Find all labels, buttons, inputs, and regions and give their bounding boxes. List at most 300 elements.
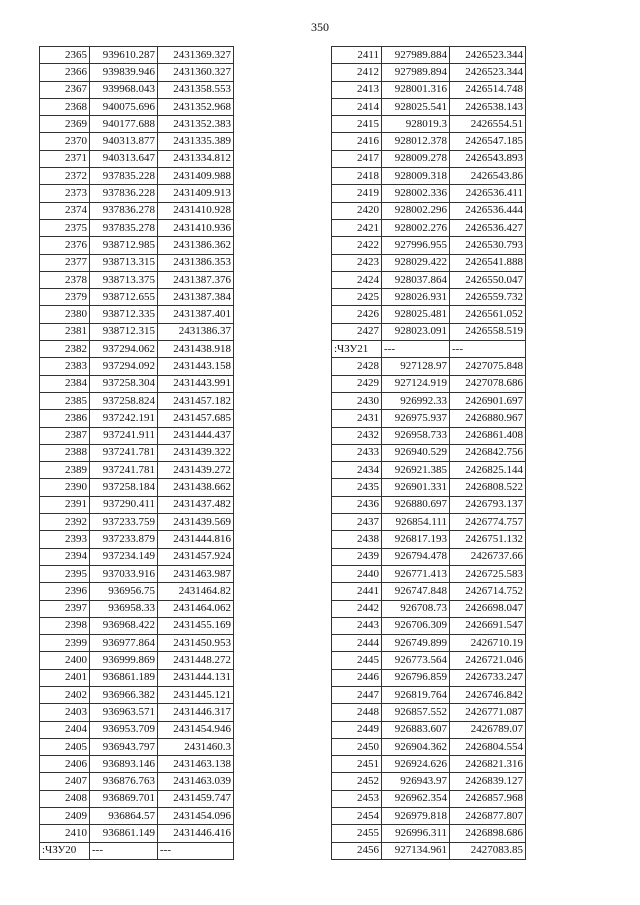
table-row [332,202,526,219]
table-row [40,375,234,392]
point-number-cell: 2390 [40,479,90,496]
point-number-cell: 2433 [332,444,382,461]
table-row [40,392,234,409]
table-row [332,133,526,150]
x-coordinate-cell: 927128.97 [382,358,450,375]
point-number-cell: 2435 [332,479,382,496]
y-coordinate-cell: 2426861.408 [450,427,526,444]
x-coordinate-cell: 926749.899 [382,635,450,652]
table-row [332,341,526,358]
point-number-cell: 2387 [40,427,90,444]
table-row [332,669,526,686]
point-number-cell: 2366 [40,64,90,81]
x-coordinate-cell: 936861.149 [90,825,158,842]
y-coordinate-cell: 2426538.143 [450,98,526,115]
x-coordinate-cell: 926996.311 [382,825,450,842]
y-coordinate-cell: 2426877.807 [450,808,526,825]
table-row [332,686,526,703]
point-number-cell: 2426 [332,306,382,323]
x-coordinate-cell: 936958.33 [90,600,158,617]
x-coordinate-cell: 936869.701 [90,790,158,807]
left-table-body [40,47,234,860]
x-coordinate-cell: 936861.189 [90,669,158,686]
x-coordinate-cell: 937836.228 [90,185,158,202]
point-number-cell: 2450 [332,738,382,755]
point-number-cell: 2425 [332,289,382,306]
x-coordinate-cell: 927134.961 [382,842,450,859]
table-row [332,790,526,807]
table-row [40,635,234,652]
point-number-cell: 2408 [40,790,90,807]
y-coordinate-cell: 2426530.793 [450,237,526,254]
point-number-cell: 2372 [40,168,90,185]
table-row [40,790,234,807]
y-coordinate-cell: 2426558.519 [450,323,526,340]
x-coordinate-cell: 937258.184 [90,479,158,496]
x-coordinate-cell: 936956.75 [90,583,158,600]
x-coordinate-cell: 927989.894 [382,64,450,81]
table-row [332,444,526,461]
x-coordinate-cell: 928023.091 [382,323,450,340]
x-coordinate-cell: 937290.411 [90,496,158,513]
y-coordinate-cell: 2431352.383 [158,116,234,133]
y-coordinate-cell: 2427083.85 [450,842,526,859]
x-coordinate-cell: 926796.859 [382,669,450,686]
y-coordinate-cell: 2426536.411 [450,185,526,202]
page-number: 350 [311,20,329,34]
table-row [40,444,234,461]
x-coordinate-cell: 928019.3 [382,116,450,133]
x-coordinate-cell: 937241.911 [90,427,158,444]
y-coordinate-cell: 2431352.968 [158,98,234,115]
table-row [332,548,526,565]
x-coordinate-cell: 928029.422 [382,254,450,271]
point-number-cell: 2447 [332,686,382,703]
y-coordinate-cell: 2431409.988 [158,168,234,185]
x-coordinate-cell: 938712.655 [90,289,158,306]
x-coordinate-cell: 926901.331 [382,479,450,496]
y-coordinate-cell: 2426714.752 [450,583,526,600]
point-number-cell: 2456 [332,842,382,859]
table-row [40,686,234,703]
table-row [40,116,234,133]
y-coordinate-cell: 2426842.756 [450,444,526,461]
y-coordinate-cell: 2426821.316 [450,756,526,773]
table-row [332,410,526,427]
point-number-cell: 2369 [40,116,90,133]
x-coordinate-cell: 937241.781 [90,462,158,479]
table-row [40,271,234,288]
y-coordinate-cell: 2426543.893 [450,150,526,167]
y-coordinate-cell: 2431439.569 [158,514,234,531]
y-coordinate-cell: 2427078.686 [450,375,526,392]
table-row [332,704,526,721]
x-coordinate-cell: 926958.733 [382,427,450,444]
y-coordinate-cell: 2426808.522 [450,479,526,496]
table-row [40,548,234,565]
y-coordinate-cell: 2431448.272 [158,652,234,669]
point-number-cell: 2367 [40,81,90,98]
x-coordinate-cell: 926940.529 [382,444,450,461]
x-coordinate-cell: 937233.879 [90,531,158,548]
y-coordinate-cell: 2431444.131 [158,669,234,686]
point-number-cell: 2415 [332,116,382,133]
table-row [332,98,526,115]
point-number-cell: 2422 [332,237,382,254]
point-number-cell: 2438 [332,531,382,548]
table-row [332,271,526,288]
table-row [332,583,526,600]
table-row [332,323,526,340]
y-coordinate-cell: 2426541.888 [450,254,526,271]
point-number-cell: :ЧЗУ20 [40,842,90,859]
table-row [40,462,234,479]
point-number-cell: 2399 [40,635,90,652]
point-number-cell: 2385 [40,392,90,409]
y-coordinate-cell: 2431463.987 [158,565,234,582]
point-number-cell: 2397 [40,600,90,617]
table-row [40,306,234,323]
x-coordinate-cell: 926943.97 [382,773,450,790]
y-coordinate-cell: 2431439.272 [158,462,234,479]
table-row [40,825,234,842]
y-coordinate-cell: 2431386.362 [158,237,234,254]
table-row [332,842,526,859]
x-coordinate-cell: --- [382,341,450,358]
point-number-cell: 2432 [332,427,382,444]
y-coordinate-cell: 2426523.344 [450,47,526,64]
x-coordinate-cell: 928001.316 [382,81,450,98]
point-number-cell: 2392 [40,514,90,531]
table-row [332,375,526,392]
table-row [40,704,234,721]
x-coordinate-cell: 939610.287 [90,47,158,64]
point-number-cell: 2373 [40,185,90,202]
point-number-cell: 2374 [40,202,90,219]
y-coordinate-cell: 2431454.096 [158,808,234,825]
table-row [332,496,526,513]
table-row [40,202,234,219]
point-number-cell: 2376 [40,237,90,254]
x-coordinate-cell: 926747.848 [382,583,450,600]
y-coordinate-cell: 2431438.918 [158,341,234,358]
table-row [40,341,234,358]
y-coordinate-cell: 2431446.416 [158,825,234,842]
y-coordinate-cell: 2431335.389 [158,133,234,150]
x-coordinate-cell: 927124.919 [382,375,450,392]
point-number-cell: 2409 [40,808,90,825]
table-row [332,808,526,825]
y-coordinate-cell: 2426514.748 [450,81,526,98]
point-number-cell: 2451 [332,756,382,773]
y-coordinate-cell: 2431410.936 [158,219,234,236]
point-number-cell: 2441 [332,583,382,600]
point-number-cell: 2398 [40,617,90,634]
table-row [332,168,526,185]
point-number-cell: 2365 [40,47,90,64]
x-coordinate-cell: 927996.955 [382,237,450,254]
y-coordinate-cell: 2431450.953 [158,635,234,652]
table-row [332,635,526,652]
point-number-cell: 2414 [332,98,382,115]
x-coordinate-cell: 937241.781 [90,444,158,461]
y-coordinate-cell: 2426774.757 [450,514,526,531]
y-coordinate-cell: 2431387.401 [158,306,234,323]
table-row [332,237,526,254]
table-row [40,81,234,98]
point-number-cell: 2394 [40,548,90,565]
point-number-cell: 2424 [332,271,382,288]
x-coordinate-cell: 926817.193 [382,531,450,548]
table-row [332,254,526,271]
point-number-cell: 2404 [40,721,90,738]
point-number-cell: 2418 [332,168,382,185]
y-coordinate-cell: 2431439.322 [158,444,234,461]
y-coordinate-cell: 2431463.138 [158,756,234,773]
x-coordinate-cell: 938713.315 [90,254,158,271]
x-coordinate-cell: 940177.688 [90,116,158,133]
y-coordinate-cell: 2426793.137 [450,496,526,513]
point-number-cell: 2430 [332,392,382,409]
point-number-cell: 2403 [40,704,90,721]
table-row [332,652,526,669]
y-coordinate-cell: 2431386.37 [158,323,234,340]
point-number-cell: 2400 [40,652,90,669]
table-row [40,185,234,202]
x-coordinate-cell: 926962.354 [382,790,450,807]
y-coordinate-cell: 2426825.144 [450,462,526,479]
x-coordinate-cell: 936864.57 [90,808,158,825]
table-row [40,47,234,64]
y-coordinate-cell: 2426857.968 [450,790,526,807]
x-coordinate-cell: 940313.877 [90,133,158,150]
point-number-cell: 2389 [40,462,90,479]
point-number-cell: 2377 [40,254,90,271]
table-row [332,116,526,133]
point-number-cell: 2446 [332,669,382,686]
table-row [332,219,526,236]
right-table-body [332,47,526,860]
y-coordinate-cell: 2431460.3 [158,738,234,755]
y-coordinate-cell: 2431410.928 [158,202,234,219]
table-row [40,652,234,669]
table-row [40,219,234,236]
y-coordinate-cell: 2426771.087 [450,704,526,721]
x-coordinate-cell: 937835.278 [90,219,158,236]
table-row [332,289,526,306]
point-number-cell: 2371 [40,150,90,167]
point-number-cell: 2384 [40,375,90,392]
point-number-cell: 2421 [332,219,382,236]
table-row [40,133,234,150]
table-row [332,617,526,634]
y-coordinate-cell: 2426901.697 [450,392,526,409]
y-coordinate-cell: 2431386.353 [158,254,234,271]
x-coordinate-cell: 928037.864 [382,271,450,288]
y-coordinate-cell: 2431437.482 [158,496,234,513]
x-coordinate-cell: 936968.422 [90,617,158,634]
y-coordinate-cell: 2431360.327 [158,64,234,81]
x-coordinate-cell: 927989.884 [382,47,450,64]
point-number-cell: 2378 [40,271,90,288]
left-coordinate-table [39,46,234,860]
table-row [40,773,234,790]
point-number-cell: 2375 [40,219,90,236]
y-coordinate-cell: 2431457.924 [158,548,234,565]
point-number-cell: 2443 [332,617,382,634]
table-row [40,738,234,755]
point-number-cell: 2416 [332,133,382,150]
point-number-cell: 2393 [40,531,90,548]
x-coordinate-cell: 937242.191 [90,410,158,427]
table-row [40,410,234,427]
point-number-cell: 2423 [332,254,382,271]
table-row [332,462,526,479]
y-coordinate-cell: 2426547.185 [450,133,526,150]
y-coordinate-cell: 2431387.376 [158,271,234,288]
x-coordinate-cell: 937258.304 [90,375,158,392]
table-row [40,669,234,686]
point-number-cell: 2449 [332,721,382,738]
table-row [332,721,526,738]
y-coordinate-cell: 2427075.848 [450,358,526,375]
x-coordinate-cell: --- [90,842,158,859]
x-coordinate-cell: 937233.759 [90,514,158,531]
x-coordinate-cell: 928002.336 [382,185,450,202]
table-row [40,64,234,81]
point-number-cell: 2405 [40,738,90,755]
table-row [40,842,234,859]
y-coordinate-cell: 2431387.384 [158,289,234,306]
y-coordinate-cell: --- [450,341,526,358]
table-row [40,358,234,375]
table-row [332,738,526,755]
point-number-cell: 2440 [332,565,382,582]
x-coordinate-cell: 926921.385 [382,462,450,479]
point-number-cell: 2402 [40,686,90,703]
table-row [40,565,234,582]
x-coordinate-cell: 928025.481 [382,306,450,323]
x-coordinate-cell: 937294.062 [90,341,158,358]
point-number-cell: 2412 [332,64,382,81]
x-coordinate-cell: 928012.378 [382,133,450,150]
x-coordinate-cell: 936966.382 [90,686,158,703]
y-coordinate-cell: 2431464.062 [158,600,234,617]
x-coordinate-cell: 938712.315 [90,323,158,340]
x-coordinate-cell: 936999.869 [90,652,158,669]
table-row [332,514,526,531]
x-coordinate-cell: 926857.552 [382,704,450,721]
y-coordinate-cell: 2431443.991 [158,375,234,392]
table-row [40,808,234,825]
x-coordinate-cell: 936977.864 [90,635,158,652]
point-number-cell: 2391 [40,496,90,513]
point-number-cell: 2382 [40,341,90,358]
point-number-cell: 2455 [332,825,382,842]
y-coordinate-cell: 2426550.047 [450,271,526,288]
table-row [40,289,234,306]
table-row [40,254,234,271]
y-coordinate-cell: 2431443.158 [158,358,234,375]
point-number-cell: 2407 [40,773,90,790]
x-coordinate-cell: 926883.607 [382,721,450,738]
y-coordinate-cell: 2426898.686 [450,825,526,842]
x-coordinate-cell: 926771.413 [382,565,450,582]
x-coordinate-cell: 936943.797 [90,738,158,755]
table-row [40,98,234,115]
y-coordinate-cell: 2426746.842 [450,686,526,703]
y-coordinate-cell: 2426804.554 [450,738,526,755]
x-coordinate-cell: 926992.33 [382,392,450,409]
point-number-cell: 2381 [40,323,90,340]
x-coordinate-cell: 928002.296 [382,202,450,219]
point-number-cell: 2429 [332,375,382,392]
x-coordinate-cell: 926794.478 [382,548,450,565]
y-coordinate-cell: 2426536.444 [450,202,526,219]
y-coordinate-cell: 2431445.121 [158,686,234,703]
table-row [332,306,526,323]
table-row [40,600,234,617]
point-number-cell: 2444 [332,635,382,652]
point-number-cell: 2419 [332,185,382,202]
point-number-cell: 2448 [332,704,382,721]
y-coordinate-cell: 2426839.127 [450,773,526,790]
x-coordinate-cell: 928009.278 [382,150,450,167]
table-row [40,496,234,513]
y-coordinate-cell: 2426536.427 [450,219,526,236]
point-number-cell: 2434 [332,462,382,479]
point-number-cell: 2431 [332,410,382,427]
table-row [332,358,526,375]
point-number-cell: 2417 [332,150,382,167]
y-coordinate-cell: 2431457.182 [158,392,234,409]
y-coordinate-cell: 2426554.51 [450,116,526,133]
y-coordinate-cell: 2426880.967 [450,410,526,427]
point-number-cell: 2428 [332,358,382,375]
y-coordinate-cell: 2426751.132 [450,531,526,548]
x-coordinate-cell: 926708.73 [382,600,450,617]
table-row [40,583,234,600]
x-coordinate-cell: 926706.309 [382,617,450,634]
table-row [332,756,526,773]
x-coordinate-cell: 926904.362 [382,738,450,755]
point-number-cell: 2442 [332,600,382,617]
point-number-cell: 2370 [40,133,90,150]
table-row [40,323,234,340]
table-row [332,479,526,496]
y-coordinate-cell: 2426737.66 [450,548,526,565]
y-coordinate-cell: 2426523.344 [450,64,526,81]
point-number-cell: 2368 [40,98,90,115]
table-row [40,721,234,738]
point-number-cell: 2420 [332,202,382,219]
point-number-cell: 2379 [40,289,90,306]
x-coordinate-cell: 928025.541 [382,98,450,115]
table-row [40,756,234,773]
x-coordinate-cell: 937836.278 [90,202,158,219]
x-coordinate-cell: 938712.335 [90,306,158,323]
x-coordinate-cell: 937258.824 [90,392,158,409]
table-row [332,81,526,98]
table-row [332,773,526,790]
y-coordinate-cell: 2426733.247 [450,669,526,686]
y-coordinate-cell: 2431457.685 [158,410,234,427]
point-number-cell: 2396 [40,583,90,600]
table-row [332,531,526,548]
table-row [40,150,234,167]
point-number-cell: 2453 [332,790,382,807]
point-number-cell: 2410 [40,825,90,842]
